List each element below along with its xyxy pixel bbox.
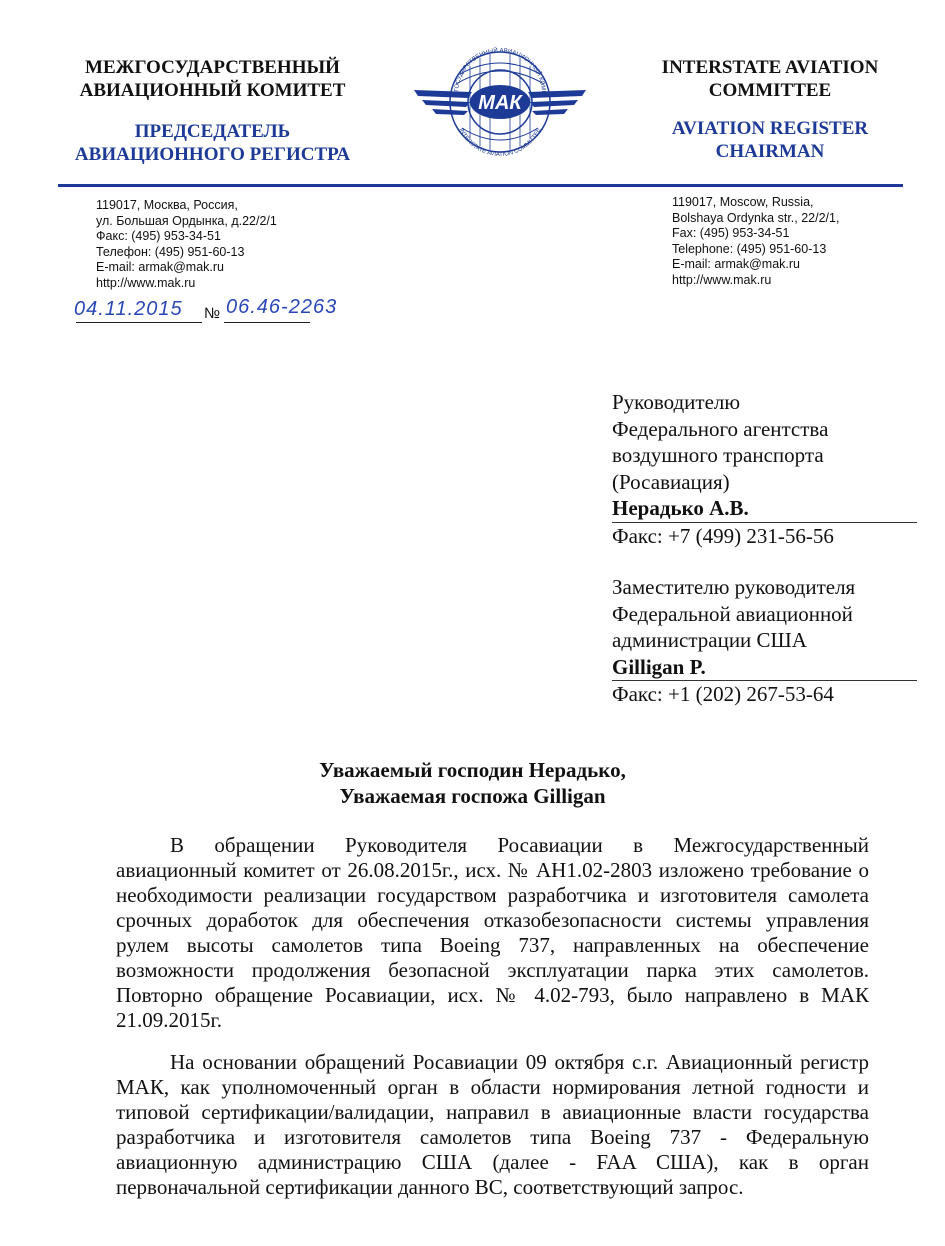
outgoing-reference [74, 298, 374, 324]
recipient-1-line: (Росавиация) [612, 469, 730, 494]
position-title-ru-line2: АВИАЦИОННОГО РЕГИСТРА [74, 144, 351, 165]
paragraph-line: В обращении Руководителя Росавиации в Межгосударственный [170, 833, 869, 857]
recipient-1-line: Руководителю [612, 390, 741, 414]
recipient-2-line: Заместителю руководителя [612, 575, 856, 599]
recipient-2-line: Федеральной авиационной [612, 601, 853, 626]
paragraph-line: На основании обращений Росавиации 09 октября с.г. Авиационный регистр [170, 1050, 869, 1074]
org-name-en [620, 56, 920, 102]
address-ru-line: Факс: (495) 953-34-51 [96, 229, 221, 244]
mak-logo [412, 44, 588, 162]
org-name-ru [60, 56, 365, 102]
paragraph-line: возможности продолжения безопасной эксплуатации парка этих самолетов. [116, 958, 869, 982]
paragraph-line: 21.09.2015г. [116, 1008, 222, 1032]
paragraph-line: Повторно обращение Росавиации, исх. № 4.02-793, было направлено в МАК [116, 983, 869, 1007]
logo-ring-text-top: ГОСУДАРСТВЕННЫЙ АВИАЦИОННЫЙ КОМИ [454, 47, 547, 95]
reference-date-underline [76, 322, 202, 323]
recipient-block-2 [612, 574, 917, 708]
org-name-en-line1: INTERSTATE AVIATION [661, 57, 879, 78]
logo-ring-text-bottom: INTERSTATE AVIATION COMMITTEE [457, 127, 543, 159]
address-en-line: Telephone: (495) 951-60-13 [672, 241, 827, 256]
reference-number: 06.46-2263 [226, 296, 338, 318]
logo-abbrev: МАК [478, 92, 522, 114]
recipient-2-name: Gilligan P. [612, 654, 917, 682]
reference-date: 04.11.2015 [74, 298, 183, 320]
org-name-ru-line2: АВИАЦИОННЫЙ КОМИТЕТ [79, 80, 346, 101]
mak-logo-svg [412, 44, 588, 162]
paragraph-line: разработчика и изготовителя самолетов типа Boeing 737 - Федеральную [116, 1125, 869, 1149]
address-ru-website: http://www.mak.ru [96, 275, 196, 290]
recipient-2-line: администрации США [612, 628, 807, 652]
position-title-ru-line1: ПРЕДСЕДАТЕЛЬ [134, 121, 291, 142]
header-divider [58, 184, 903, 187]
position-title-en-line1: AVIATION REGISTER [671, 118, 869, 139]
body-paragraph-2 [116, 1050, 869, 1200]
recipient-1-name: Нерадько А.В. [612, 495, 917, 523]
reference-number-underline [224, 322, 310, 323]
position-title-ru [60, 120, 365, 166]
org-name-en-line2: COMMITTEE [708, 80, 832, 101]
recipient-1-line: воздушного транспорта [612, 443, 824, 467]
address-ru-line: 119017, Москва, Россия, [96, 198, 238, 212]
address-ru-line: ул. Большая Ордынка, д.22/2/1 [96, 213, 277, 228]
paragraph-line: необходимости реализации государством разработчика и изготовителя самолета [116, 883, 869, 907]
paragraph-line: авиационную администрацию США (далее - FAA США), как в орган [116, 1150, 869, 1174]
salutation-line-2: Уважаемая госпожа Gilligan [339, 784, 606, 808]
reference-number-sign: № [204, 305, 221, 322]
address-en-line: 119017, Moscow, Russia, [672, 195, 814, 209]
salutation [0, 757, 945, 809]
address-en-line: Fax: (495) 953-34-51 [672, 226, 790, 241]
recipient-1-fax: Факс: +7 (499) 231-56-56 [612, 523, 834, 548]
recipient-block-1 [612, 389, 917, 549]
address-en-website: http://www.mak.ru [672, 272, 772, 287]
recipient-1-line: Федерального агентства [612, 416, 829, 441]
paragraph-line: первоначальной сертификации данного ВС, соответствующий запрос. [116, 1175, 744, 1199]
address-en-line: Bolshaya Ordynka str., 22/2/1, [672, 210, 840, 225]
salutation-line-1: Уважаемый господин Нерадько, [319, 758, 626, 782]
org-name-ru-line1: МЕЖГОСУДАРСТВЕННЫЙ [85, 57, 340, 78]
position-title-en-line2: CHAIRMAN [715, 141, 825, 162]
address-block-en [672, 195, 839, 289]
paragraph-line: срочных доработок для обеспечения отказобезопасности системы управления [116, 908, 869, 932]
recipient-2-fax: Факс: +1 (202) 267-53-64 [612, 682, 834, 706]
paragraph-line: авиационный комитет от 26.08.2015г., исх. № АН1.02-2803 изложено требование о [116, 858, 869, 882]
position-title-en [620, 117, 920, 163]
body-paragraph-1 [116, 833, 869, 1033]
paragraph-line: рулем высоты самолетов типа Boeing 737, направленных на обеспечение [116, 933, 869, 957]
address-en-email: E-mail: armak@mak.ru [672, 257, 800, 272]
paragraph-line: МАК, как уполномоченный орган в области нормирования летной годности и [116, 1075, 869, 1099]
address-ru-email: E-mail: armak@mak.ru [96, 260, 224, 275]
address-block-ru [96, 198, 277, 292]
address-ru-line: Телефон: (495) 951-60-13 [96, 244, 245, 259]
paragraph-line: типовой сертификации/валидации, направил в авиационные власти государства [116, 1100, 869, 1124]
